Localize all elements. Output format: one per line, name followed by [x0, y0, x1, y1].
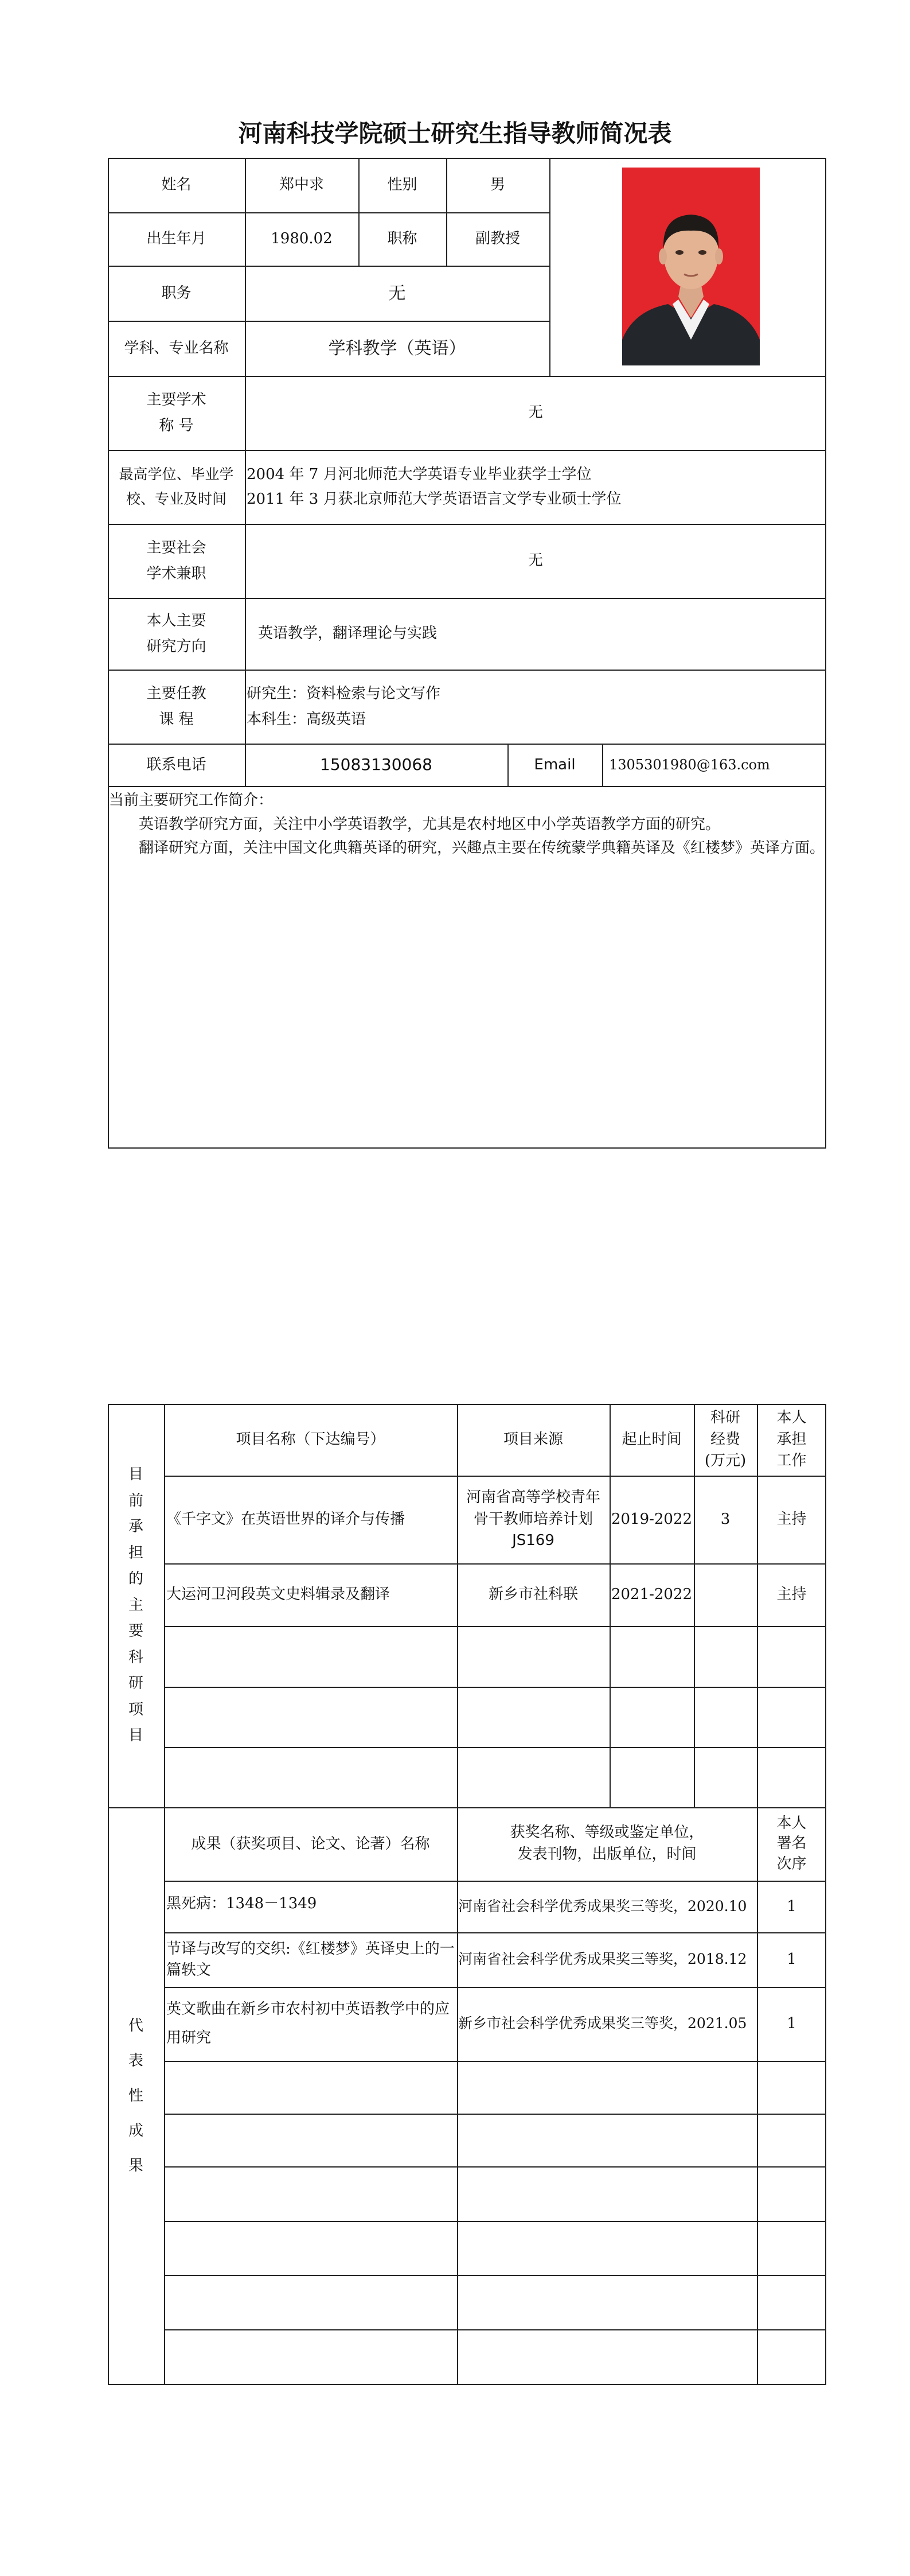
header-project-funding: 科研 经费 (万元)	[704, 1408, 747, 1470]
social-value: 无	[528, 552, 543, 570]
research-label: 本人主要 研究方向	[146, 612, 206, 655]
achievement-order: 1	[787, 1951, 796, 1968]
rank-value: 副教授	[475, 230, 520, 248]
gender-value: 男	[490, 176, 505, 194]
intro-paragraph: 翻译研究方面，关注中国文化典籍英译的研究，兴趣点主要在传统蒙学典籍英译及《红楼梦》英译方面。	[139, 839, 825, 857]
email-label: Email	[534, 756, 576, 773]
person-portrait-icon	[622, 168, 760, 365]
intro-paragraph: 英语教学研究方面，关注中小学英语教学，尤其是农村地区中小学英语教学方面的研究。	[139, 815, 721, 833]
achievement-award: 新乡市社会科学优秀成果奖三等奖，2021.05	[458, 2015, 747, 2032]
page-title: 河南科技学院硕士研究生指导教师简况表	[238, 119, 672, 147]
courses-label: 主要任教 课 程	[146, 685, 206, 728]
course-item: 研究生：资料检索与论文写作	[247, 685, 441, 703]
project-name: 大运河卫河段英文史料辑录及翻译	[166, 1586, 390, 1604]
position-label: 职务	[161, 284, 192, 302]
degree-value	[247, 450, 823, 524]
course-item: 本科生：高级英语	[247, 710, 366, 728]
project-name: 《千字文》在英语世界的译介与传播	[166, 1511, 405, 1528]
project-source: 新乡市社科联	[488, 1586, 578, 1604]
rank-label: 职称	[387, 230, 417, 248]
phone-label: 联系电话	[146, 756, 206, 773]
header-project-source: 项目来源	[503, 1431, 563, 1449]
achievement-name: 英文歌曲在新乡市农村初中英语教学中的应用研究	[166, 2001, 450, 2046]
achievement-order: 1	[787, 2015, 796, 2033]
achievement-name: 黑死病：1348－1349	[166, 1895, 317, 1912]
header-achievement-name: 成果（获奖项目、论文、论著）名称	[191, 1835, 430, 1853]
degree-label: 最高学位、毕业学 校、专业及时间	[119, 466, 234, 507]
project-role: 主持	[776, 1586, 807, 1604]
academic-title-value: 无	[528, 404, 543, 422]
project-code: JS169	[512, 1532, 554, 1550]
header-project-period: 起止时间	[622, 1431, 682, 1449]
project-source: 河南省高等学校青年 骨干教师培养计划 JS169	[457, 1476, 610, 1563]
project-role: 主持	[776, 1511, 807, 1528]
achievement-award: 河南省社会科学优秀成果奖三等奖，2020.10	[458, 1897, 747, 1915]
projects-side-label: 目 前 承 担 的 主 要 科 研 项 目	[128, 1466, 143, 1745]
header-achievement-order: 本人 署名 次序	[776, 1815, 807, 1873]
achievement-order: 1	[787, 1897, 796, 1915]
research-intro	[109, 789, 826, 861]
project-funding: 3	[720, 1511, 731, 1528]
courses-value	[247, 670, 823, 744]
research-value: 英语教学，翻译理论与实践	[258, 625, 438, 643]
project-period: 2021-2022	[611, 1586, 693, 1604]
email-value: 1305301980@163.com	[609, 756, 770, 773]
achievement-name: 节译与改写的交织:《红楼梦》英译史上的一篇轶文	[166, 1940, 455, 1979]
birth-value: 1980.02	[271, 230, 333, 248]
header-project-role: 本人 承担 工作	[776, 1408, 807, 1470]
gender-label: 性别	[387, 176, 417, 194]
degree-line: 2011 年 3 月获北京师范大学英语语言文学专业硕士学位	[247, 490, 622, 508]
header-project-name: 项目名称（下达编号）	[236, 1431, 385, 1449]
social-label: 主要社会 学术兼职	[146, 539, 206, 582]
degree-line: 2004 年 7 月河北师范大学英语专业毕业获学士学位	[247, 465, 592, 483]
position-value: 无	[388, 283, 406, 303]
name-value: 郑中求	[279, 176, 324, 194]
name-label: 姓名	[161, 176, 192, 194]
header-achievement-award: 获奖名称、等级或鉴定单位， 发表刊物，出版单位，时间	[510, 1824, 704, 1863]
phone-value: 15083130068	[320, 755, 432, 775]
discipline-value: 学科教学（英语）	[328, 338, 466, 359]
discipline-label: 学科、专业名称	[124, 339, 229, 357]
achievements-side-label: 代 表 性 成 果	[128, 2017, 143, 2175]
achievement-award: 河南省社会科学优秀成果奖三等奖，2018.12	[458, 1951, 747, 1968]
intro-heading: 当前主要研究工作简介：	[109, 792, 274, 809]
project-funding	[694, 1563, 757, 1626]
birth-label: 出生年月	[146, 230, 206, 248]
portrait-photo	[622, 168, 760, 365]
academic-title-label: 主要学术 称 号	[146, 391, 206, 434]
project-period: 2019-2022	[611, 1511, 693, 1528]
